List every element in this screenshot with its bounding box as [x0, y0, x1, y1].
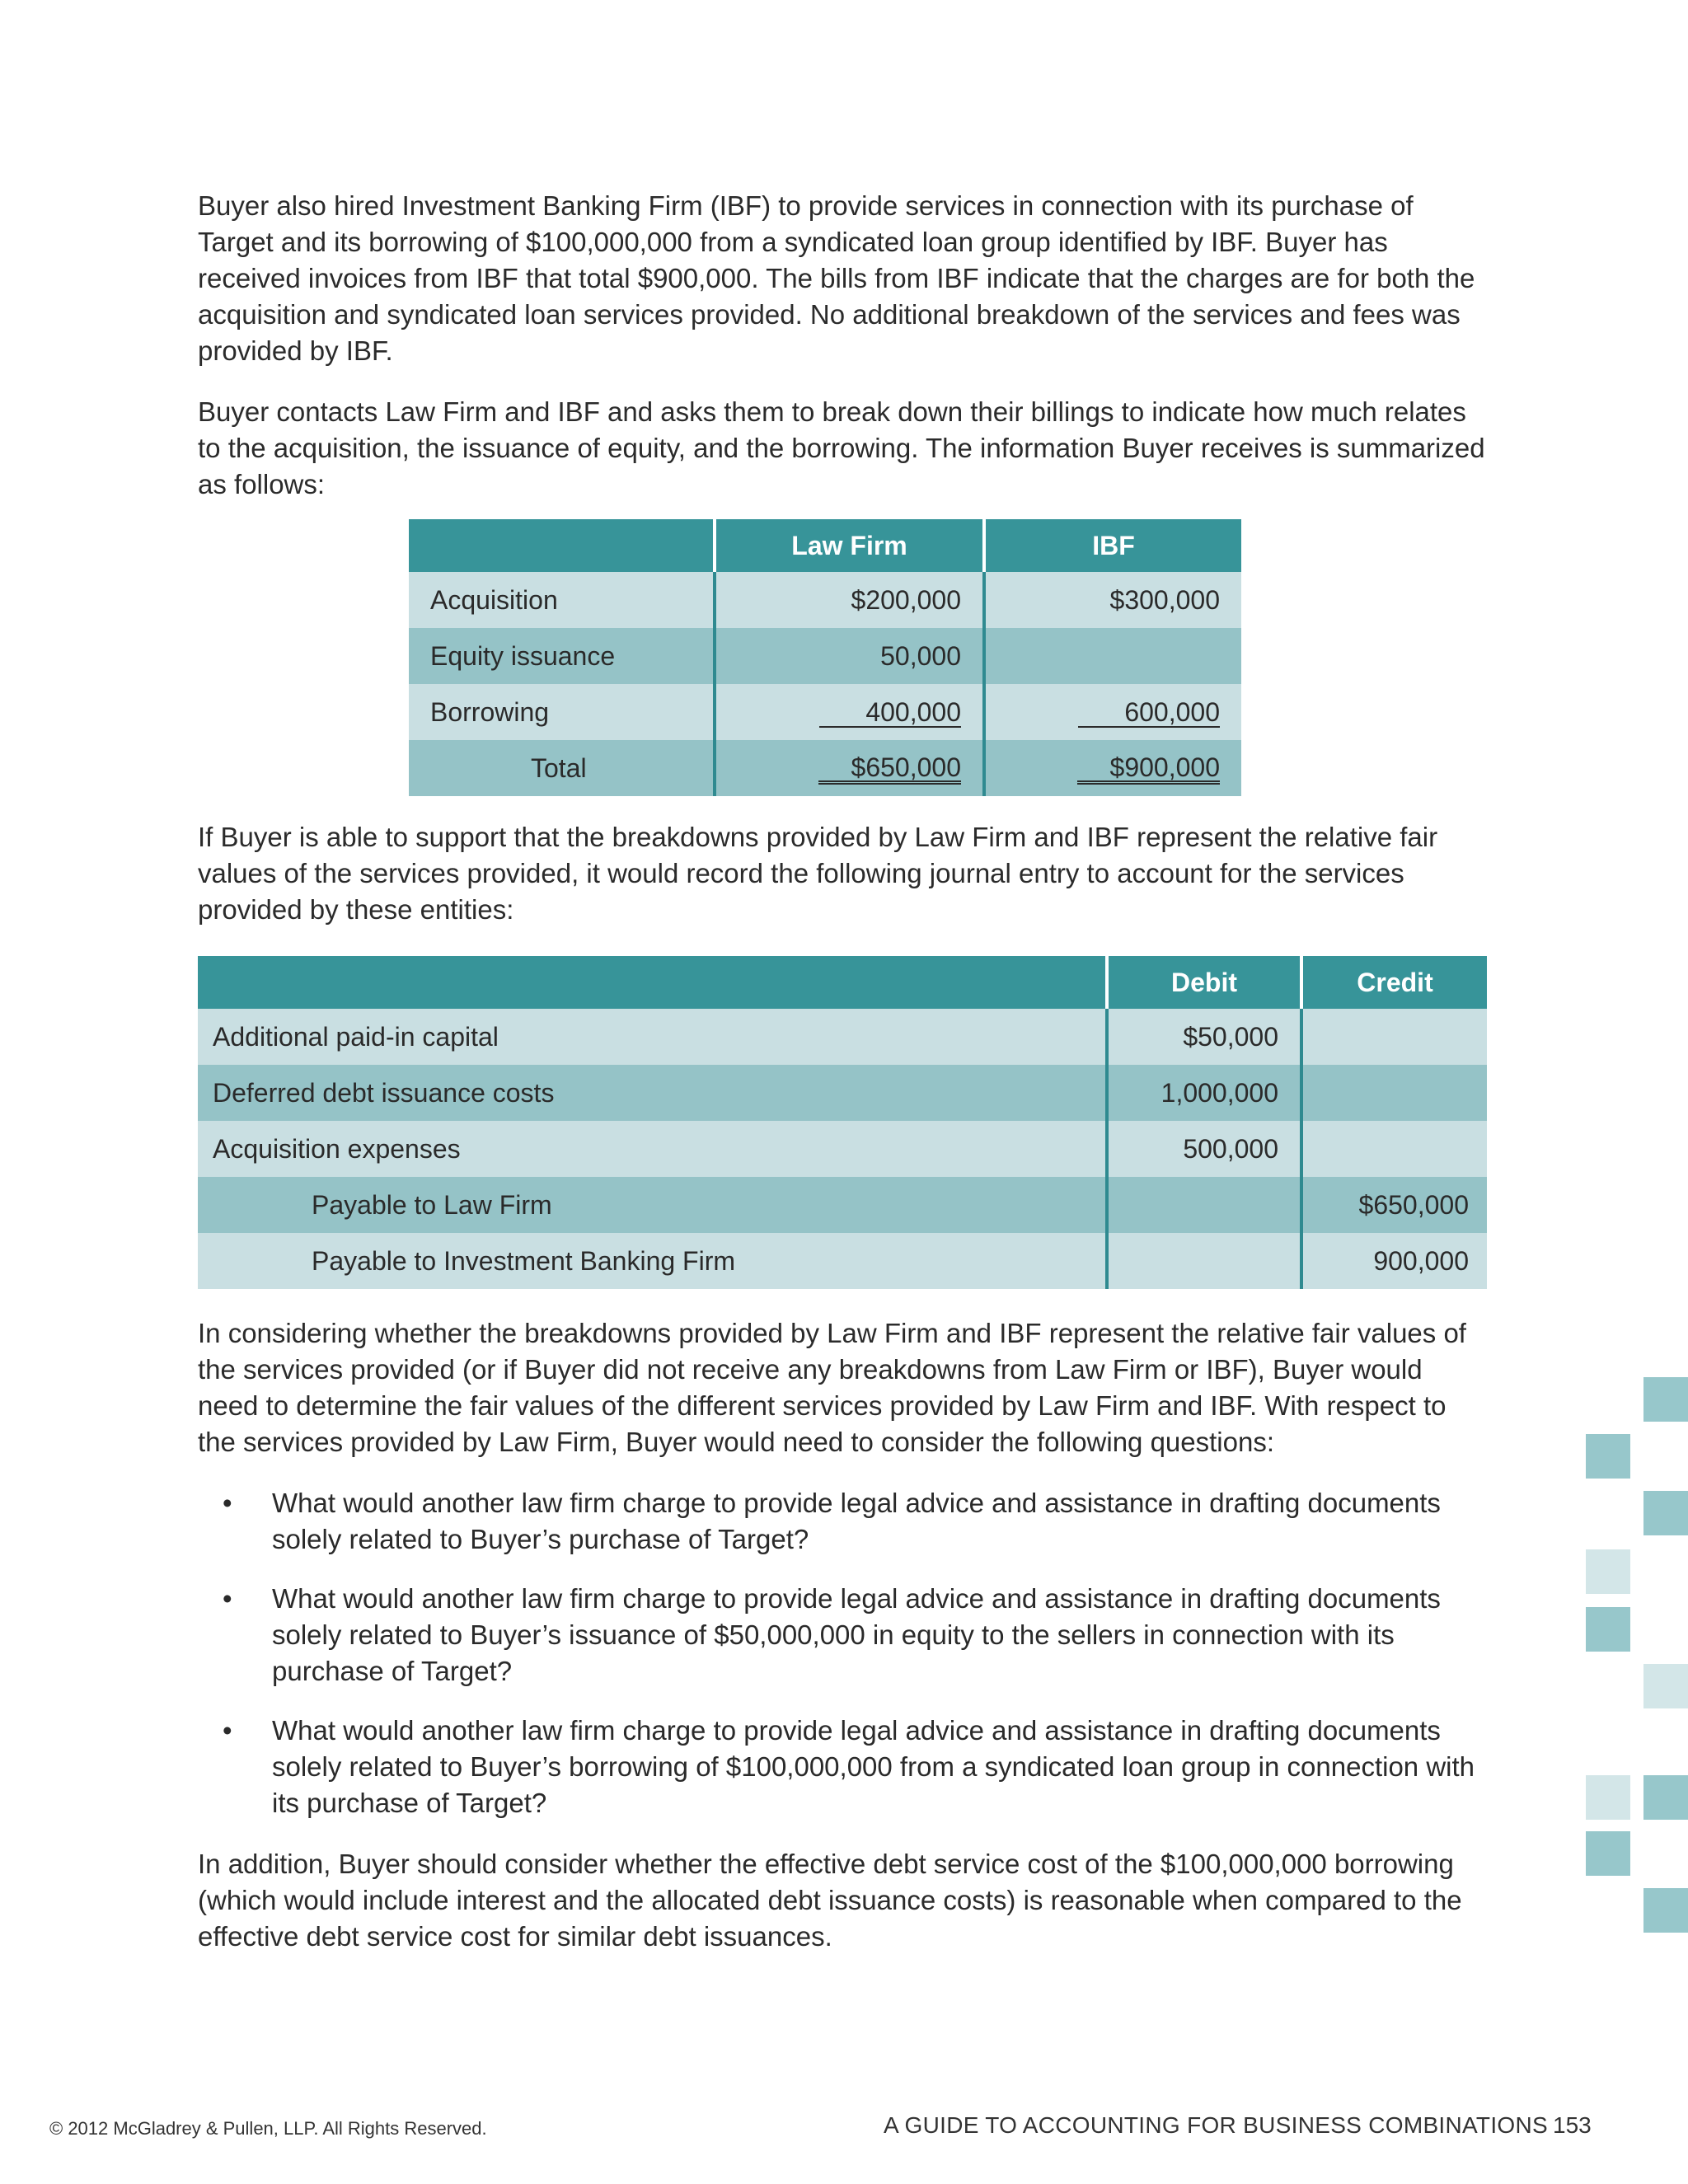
ibf-total-cell: [984, 740, 1241, 796]
credit-value: 900,000: [1301, 1233, 1487, 1289]
footer-copyright: © 2012 McGladrey & Pullen, LLP. All Rights Reserved.: [49, 2118, 487, 2139]
debit-value: $50,000: [1107, 1009, 1301, 1065]
question-text: What would another law firm charge to provide legal advice and assistance in drafting documents solely related to Buyer’s purchase of Target?: [272, 1488, 1441, 1554]
header-ibf: IBF: [984, 519, 1241, 572]
law-firm-value-cell: [715, 684, 984, 740]
table-row: [409, 572, 1241, 628]
paragraph-journal-entry-intro: If Buyer is able to support that the breakdowns provided by Law Firm and IBF represent the relative fair values of the services provided, it would record the following journal entry to account for the services provided by these entities:: [198, 822, 1438, 925]
credit-value: $650,000: [1301, 1177, 1487, 1233]
bullet-icon: •: [223, 1715, 232, 1746]
bullet-icon: •: [223, 1488, 232, 1518]
table-row: [409, 684, 1241, 740]
row-label: Acquisition: [409, 572, 715, 628]
total-label: Total: [409, 740, 715, 796]
bullet-icon: •: [223, 1583, 232, 1614]
account-name: Deferred debt issuance costs: [198, 1065, 1107, 1121]
debit-value: [1107, 1177, 1301, 1233]
questions-list: [198, 1485, 1489, 1821]
account-name: Additional paid-in capital: [198, 1009, 1107, 1065]
journal-entry-table: [198, 956, 1487, 1289]
decor-square: [1586, 1434, 1630, 1479]
law-firm-total-cell: [715, 740, 984, 796]
decor-square: [1643, 1491, 1688, 1535]
paragraph-fair-value-considerations: In considering whether the breakdowns provided by Law Firm and IBF represent the relative fair values of the services provided (or if Buyer did not receive any breakdowns from Law Firm or IBF), Buyer would need to determine the fair values of the different services provided by Law Firm and IBF. With respect to the services provided by Law Firm, Buyer would need to consider the following questions:: [198, 1318, 1466, 1457]
law-firm-total: $650,000: [818, 754, 961, 785]
law-firm-value: 400,000: [819, 698, 961, 728]
decor-square: [1586, 1607, 1630, 1652]
question-text: What would another law firm charge to provide legal advice and assistance in drafting documents solely related to Buyer’s borrowing of $100,000,000 from a syndicated loan group in connection with its purchase of Target?: [272, 1715, 1475, 1818]
header-blank: [409, 519, 715, 572]
table-row: [198, 1233, 1487, 1289]
question-text: What would another law firm charge to provide legal advice and assistance in drafting documents solely related to Buyer’s issuance of $50,000,000 in equity to the sellers in connection with its purchase of Target?: [272, 1583, 1441, 1686]
table-row: [198, 1121, 1487, 1177]
ibf-value-cell: [984, 684, 1241, 740]
table-row: [198, 1009, 1487, 1065]
row-label: Equity issuance: [409, 628, 715, 684]
credit-value: [1301, 1065, 1487, 1121]
footer-book-title: A GUIDE TO ACCOUNTING FOR BUSINESS COMBINATIONS: [884, 2112, 1548, 2138]
debit-value: 1,000,000: [1107, 1065, 1301, 1121]
header-debit: Debit: [1107, 956, 1301, 1009]
fee-breakdown-table: [409, 519, 1241, 796]
law-firm-value: $200,000: [715, 572, 984, 628]
account-name: Acquisition expenses: [198, 1121, 1107, 1177]
debit-value: 500,000: [1107, 1121, 1301, 1177]
header-credit: Credit: [1301, 956, 1487, 1009]
decor-square: [1643, 1664, 1688, 1708]
table-row: [409, 628, 1241, 684]
decor-square: [1586, 1549, 1630, 1594]
header-law-firm: Law Firm: [715, 519, 984, 572]
paragraph-breakdown-request: Buyer contacts Law Firm and IBF and asks them to break down their billings to indicate how much relates to the acquisition, the issuance of equity, and the borrowing. The information Buyer receives is summarized as follows:: [198, 396, 1485, 499]
ibf-value: [984, 628, 1241, 684]
ibf-value: $300,000: [984, 572, 1241, 628]
paragraph-debt-service-cost: In addition, Buyer should consider whether the effective debt service cost of the $100,000,000 borrowing (which would include interest and the allocated debt issuance costs) is reasonable when compared to the effective debt service cost for similar debt issuances.: [198, 1849, 1462, 1952]
account-name: Payable to Law Firm: [198, 1177, 1107, 1233]
decor-square: [1643, 1377, 1688, 1422]
decor-square: [1643, 1775, 1688, 1820]
page-content: [198, 188, 1489, 1980]
ibf-value: 600,000: [1078, 698, 1220, 728]
decor-square: [1586, 1831, 1630, 1876]
table-row: [198, 1065, 1487, 1121]
decor-square: [1643, 1888, 1688, 1933]
header-blank: [198, 956, 1107, 1009]
table-header-row: [409, 519, 1241, 572]
account-name: Payable to Investment Banking Firm: [198, 1233, 1107, 1289]
list-item: [198, 1581, 1489, 1690]
page-number: 153: [1553, 2112, 1592, 2138]
table-header-row: [198, 956, 1487, 1009]
table-row-total: [409, 740, 1241, 796]
list-item: [198, 1713, 1489, 1821]
row-label: Borrowing: [409, 684, 715, 740]
list-item: [198, 1485, 1489, 1558]
law-firm-value: 50,000: [715, 628, 984, 684]
decor-square: [1586, 1775, 1630, 1820]
table-row: [198, 1177, 1487, 1233]
credit-value: [1301, 1121, 1487, 1177]
paragraph-ibf-intro: Buyer also hired Investment Banking Firm (IBF) to provide services in connection with its purchase of Target and its borrowing of $100,000,000 from a syndicated loan group identified by IBF. Buyer has received invoices from IBF that total $900,000. The bills from IBF indicate that the charges are for both the acquisition and syndicated loan services provided. No additional breakdown of the services and fees was provided by IBF.: [198, 190, 1475, 366]
credit-value: [1301, 1009, 1487, 1065]
debit-value: [1107, 1233, 1301, 1289]
ibf-total: $900,000: [1077, 754, 1220, 785]
